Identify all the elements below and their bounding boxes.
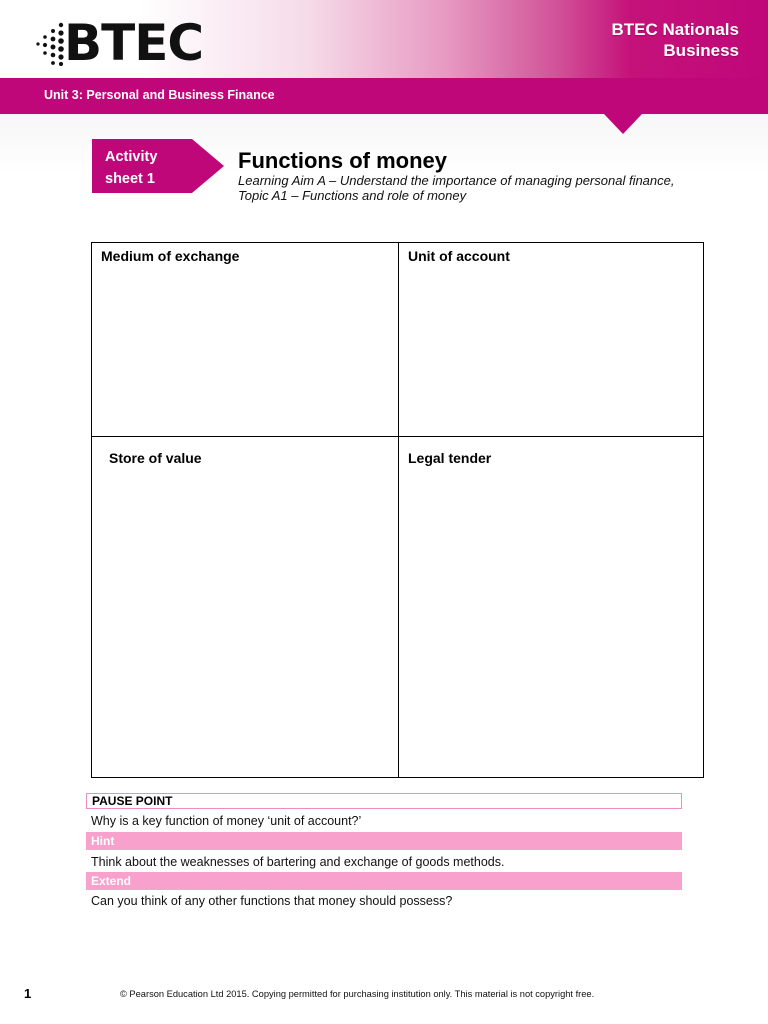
logo-wordmark: BTEC: [64, 14, 204, 72]
grid-divider-vertical: [398, 243, 399, 777]
unit-bar: [0, 78, 768, 114]
extend-text: Can you think of any other functions that money should possess?: [91, 894, 453, 908]
hint-text: Think about the weaknesses of bartering and exchange of goods methods.: [91, 855, 505, 869]
pause-point-header: [86, 793, 682, 809]
pause-point-label: PAUSE POINT: [92, 794, 173, 808]
page-subtitle: Learning Aim A – Understand the importance of managing personal finance, Topic A1 – Functions and role of money: [238, 173, 675, 203]
cell-unit-of-account: Unit of account: [408, 248, 510, 264]
unit-bar-pointer: [604, 114, 642, 134]
cell-medium-of-exchange: Medium of exchange: [101, 248, 240, 264]
grid-divider-horizontal: [92, 436, 703, 437]
cell-store-of-value: Store of value: [109, 450, 202, 466]
hint-bar: [86, 832, 682, 850]
brand-line-1: BTEC Nationals: [611, 20, 739, 39]
page-number: 1: [24, 986, 32, 1001]
extend-label: Extend: [91, 874, 132, 888]
brand-line-2: Business: [663, 41, 739, 60]
extend-bar: [86, 872, 682, 890]
copyright-footer: © Pearson Education Ltd 2015. Copying permitted for purchasing institution only. This material is not copyright free.: [120, 989, 595, 999]
btec-logo: [34, 16, 214, 70]
cell-legal-tender: Legal tender: [408, 450, 492, 466]
page-title: Functions of money: [238, 148, 447, 173]
activity-label: Activity sheet 1: [105, 149, 158, 187]
worksheet-grid: [91, 242, 704, 778]
unit-title: Unit 3: Personal and Business Finance: [44, 88, 275, 102]
hint-label: Hint: [91, 834, 115, 848]
brand-title: [611, 19, 739, 61]
pause-point-question: Why is a key function of money ‘unit of account?’: [91, 814, 362, 828]
